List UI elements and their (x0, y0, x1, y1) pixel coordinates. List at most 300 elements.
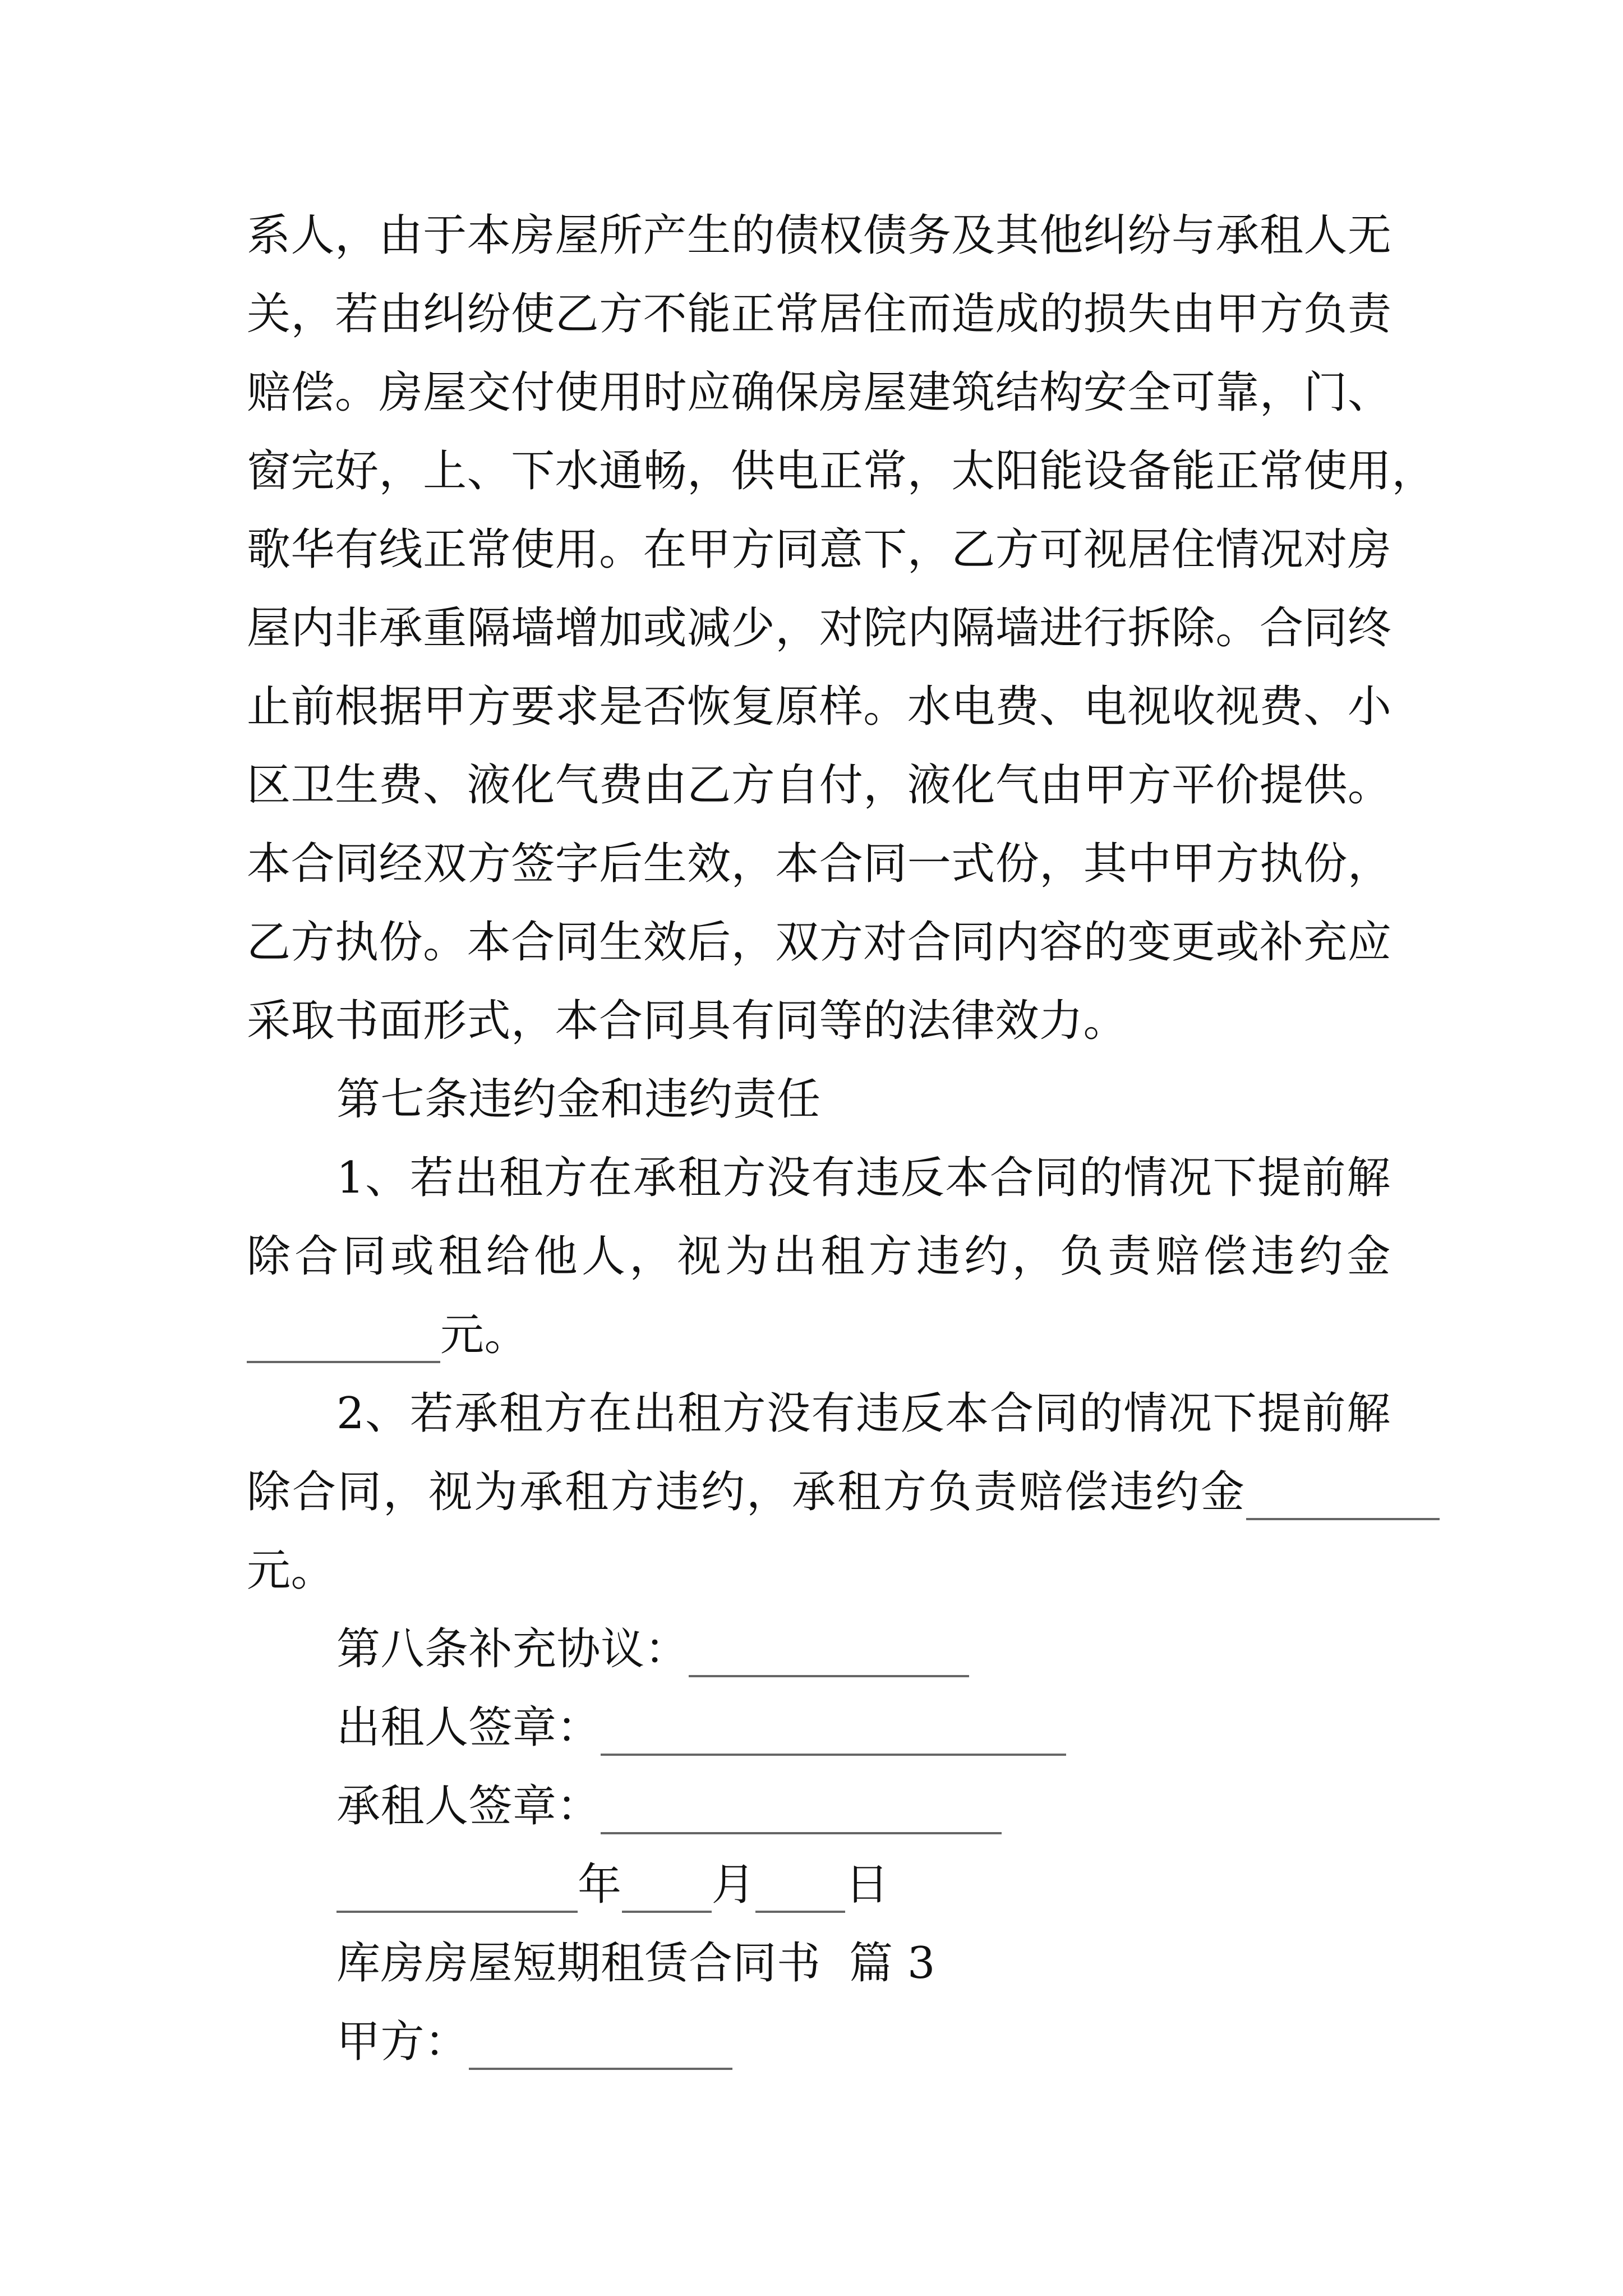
amount-blank[interactable] (1246, 1479, 1440, 1520)
paragraph-line (247, 286, 1391, 342)
glyph: 畅 (643, 446, 688, 496)
glyph: 由 (379, 289, 423, 339)
glyph: 人 (581, 1231, 626, 1282)
glyph: 视 (1215, 682, 1260, 732)
glyph: ， (1391, 446, 1436, 496)
glyph: 屋 (863, 367, 907, 418)
glyph: 使 (511, 289, 555, 339)
glyph: 气 (995, 760, 1040, 811)
glyph: 若 (409, 1153, 454, 1203)
glyph: 、 (365, 1153, 409, 1203)
glyph: 小 (1347, 682, 1392, 732)
glyph: 或 (643, 603, 688, 654)
glyph: 居 (819, 289, 864, 339)
glyph: 及 (951, 210, 995, 261)
glyph: 止 (247, 682, 291, 732)
glyph: 份 (379, 917, 423, 968)
glyph: 据 (379, 682, 423, 732)
glyph: 水 (907, 682, 952, 732)
glyph: 乙 (687, 760, 731, 811)
glyph: 有 (811, 1388, 856, 1439)
glyph: 能 (687, 289, 731, 339)
glyph: 下 (1212, 1153, 1257, 1203)
glyph: 充 (1303, 917, 1348, 968)
item-2-text: 除合同，视为承租方违约，承租方负责赔偿违约金 (247, 1467, 1247, 1517)
glyph: ， (907, 524, 952, 575)
glyph: ， (863, 760, 907, 811)
glyph: 电 (951, 682, 995, 732)
article-8-row (336, 1621, 969, 1677)
glyph: 情 (1123, 1153, 1168, 1203)
glyph: 甲 (1215, 289, 1260, 339)
glyph: 本 (945, 1153, 989, 1203)
glyph: 结 (995, 367, 1040, 418)
glyph: 偿 (1203, 1231, 1248, 1282)
glyph: 正 (819, 446, 864, 496)
glyph: 同 (1303, 603, 1348, 654)
glyph: 字 (555, 839, 600, 889)
glyph: 反 (900, 1153, 945, 1203)
glyph: 的 (1039, 289, 1083, 339)
month-blank[interactable] (622, 1871, 712, 1913)
glyph: 负 (1059, 1231, 1104, 1282)
glyph: 或 (390, 1231, 435, 1282)
glyph: 纠 (1083, 210, 1128, 261)
glyph: 供 (1303, 760, 1348, 811)
glyph: 意 (819, 524, 864, 575)
glyph: 建 (907, 367, 952, 418)
glyph: 居 (1127, 524, 1172, 575)
glyph: 所 (599, 210, 643, 261)
glyph: 的 (1083, 917, 1128, 968)
glyph: 下 (511, 446, 555, 496)
glyph: 偿 (291, 367, 335, 418)
paragraph-line: 采取书面形式，本合同具有同等的法律效力。 (247, 996, 1128, 1046)
glyph: 造 (951, 289, 995, 339)
glyph: 违 (1251, 1231, 1295, 1282)
glyph: 隔 (467, 603, 511, 654)
glyph: 太 (951, 446, 995, 496)
glyph: 费 (995, 682, 1040, 732)
lessee-signature-row (336, 1778, 1002, 1834)
glyph: 全 (1127, 367, 1172, 418)
glyph: 合 (1259, 603, 1304, 654)
article-7-item-1-line-3 (247, 1307, 528, 1363)
glyph: 化 (951, 760, 995, 811)
glyph: 的 (1078, 1153, 1123, 1203)
year-label: 年 (578, 1860, 622, 1910)
glyph: 在 (643, 524, 688, 575)
glyph: 住 (1171, 524, 1216, 575)
glyph: 视 (1083, 524, 1128, 575)
glyph: 提 (1257, 1153, 1302, 1203)
glyph: 合 (907, 917, 952, 968)
glyph: 求 (555, 682, 600, 732)
glyph: 常 (863, 446, 907, 496)
paragraph-line (247, 208, 1391, 264)
glyph: 通 (599, 446, 643, 496)
glyph: 况 (1168, 1388, 1212, 1439)
glyph: 更 (1171, 917, 1216, 968)
glyph: 化 (511, 760, 555, 811)
glyph: ， (731, 839, 776, 889)
glyph: 产 (643, 210, 688, 261)
glyph: 同 (555, 917, 600, 968)
party-a-blank[interactable] (469, 2028, 732, 2070)
glyph: 常 (467, 524, 511, 575)
glyph: 合 (291, 839, 335, 889)
glyph: 好 (335, 446, 379, 496)
glyph: 房 (511, 210, 555, 261)
paragraph-line (247, 365, 1391, 421)
glyph: ， (775, 603, 819, 654)
glyph: 有 (811, 1153, 856, 1203)
glyph: 违 (856, 1153, 900, 1203)
glyph: 同 (951, 917, 995, 968)
glyph: 份 (995, 839, 1040, 889)
glyph: 由 (1171, 289, 1216, 339)
glyph: 容 (1039, 917, 1083, 968)
glyph: 租 (677, 1388, 722, 1439)
glyph: 视 (1127, 682, 1172, 732)
glyph: 于 (423, 210, 467, 261)
glyph: 其 (995, 210, 1040, 261)
lessor-signature-blank[interactable] (601, 1714, 1066, 1756)
glyph: 赔 (1155, 1231, 1200, 1282)
glyph: 对 (1303, 524, 1348, 575)
glyph: 租 (677, 1153, 722, 1203)
glyph: ， (907, 446, 952, 496)
glyph: 常 (1259, 446, 1304, 496)
glyph: ， (1039, 839, 1083, 889)
glyph: 要 (511, 682, 555, 732)
article-8-label: 第八条补充协议： (336, 1624, 689, 1674)
glyph: 视 (677, 1231, 722, 1282)
glyph: 负 (1303, 289, 1348, 339)
glyph: 同 (1034, 1153, 1078, 1203)
glyph: 否 (643, 682, 688, 732)
glyph: 没 (767, 1153, 811, 1203)
glyph: 1 (336, 1153, 365, 1203)
glyph: 纷 (467, 289, 511, 339)
glyph: 内 (907, 603, 952, 654)
article-7-item-2-line-3: 元。 (247, 1545, 335, 1596)
glyph: 水 (555, 446, 600, 496)
glyph: 赔 (247, 367, 291, 418)
glyph: 方 (819, 917, 864, 968)
glyph: 签 (511, 839, 555, 889)
article-7-item-1-line-1 (336, 1150, 1391, 1206)
glyph: 同 (775, 524, 819, 575)
glyph: 的 (731, 210, 776, 261)
glyph: 住 (863, 289, 907, 339)
glyph: 应 (1347, 917, 1392, 968)
glyph: 乙 (247, 917, 291, 968)
glyph: 下 (863, 524, 907, 575)
glyph: 况 (1168, 1153, 1212, 1203)
glyph: 生 (335, 760, 379, 811)
glyph: 合 (511, 917, 555, 968)
glyph: 、 (467, 446, 511, 496)
glyph: 阳 (995, 446, 1040, 496)
glyph: 无 (1347, 210, 1392, 261)
glyph: 卫 (291, 760, 335, 811)
glyph: 终 (1347, 603, 1392, 654)
article-7-title: 第七条违约金和违约责任 (336, 1074, 821, 1125)
glyph: 电 (775, 446, 819, 496)
glyph: 他 (533, 1231, 578, 1282)
glyph: 方 (1215, 839, 1260, 889)
glyph: 能 (1171, 446, 1216, 496)
glyph: 保 (775, 367, 819, 418)
glyph: 式 (951, 839, 995, 889)
glyph: 。 (423, 917, 467, 968)
paragraph-line (247, 757, 1391, 813)
glyph: ， (335, 210, 379, 261)
glyph: 在 (588, 1153, 633, 1203)
glyph: 价 (1215, 760, 1260, 811)
glyph: 经 (379, 839, 423, 889)
glyph: 本 (775, 839, 819, 889)
glyph: 、 (423, 760, 467, 811)
glyph: 纠 (423, 289, 467, 339)
glyph: 恢 (687, 682, 731, 732)
glyph: 行 (1083, 603, 1128, 654)
glyph: 关 (247, 289, 291, 339)
glyph: 情 (1215, 524, 1260, 575)
glyph: 内 (291, 603, 335, 654)
glyph: 失 (1127, 289, 1172, 339)
glyph: 不 (643, 289, 688, 339)
glyph: ， (629, 1231, 674, 1282)
glyph: 为 (725, 1231, 769, 1282)
glyph: 方 (543, 1153, 588, 1203)
glyph: 原 (775, 682, 819, 732)
glyph: 减 (687, 603, 731, 654)
glyph: 人 (1303, 210, 1348, 261)
glyph: 补 (1259, 917, 1304, 968)
glyph: 自 (775, 760, 819, 811)
glyph: 线 (379, 524, 423, 575)
glyph: 、 (1303, 682, 1348, 732)
glyph: 他 (1039, 210, 1083, 261)
glyph: 效 (643, 917, 688, 968)
glyph: 完 (291, 446, 335, 496)
glyph: 靠 (1215, 367, 1260, 418)
glyph: 根 (335, 682, 379, 732)
glyph: 。 (335, 367, 379, 418)
day-blank[interactable] (755, 1871, 845, 1913)
paragraph-line (247, 679, 1391, 735)
glyph: 费 (599, 760, 643, 811)
lessor-signature-row (336, 1700, 1066, 1756)
glyph: 墙 (511, 603, 555, 654)
glyph: 使 (1303, 446, 1348, 496)
glyph: 液 (907, 760, 952, 811)
glyph: 收 (1171, 682, 1216, 732)
glyph: 给 (486, 1231, 530, 1282)
glyph: 用 (555, 524, 600, 575)
glyph: 方 (467, 682, 511, 732)
glyph: 出 (454, 1153, 499, 1203)
article-7-item-1-line-2 (247, 1228, 1391, 1285)
glyph: 成 (995, 289, 1040, 339)
glyph: 债 (863, 210, 907, 261)
glyph: 非 (335, 603, 379, 654)
glyph: 进 (1039, 603, 1083, 654)
glyph: 房 (379, 367, 423, 418)
glyph: 债 (775, 210, 819, 261)
paragraph-line (247, 600, 1391, 656)
glyph: 而 (907, 289, 952, 339)
glyph: 下 (1212, 1388, 1257, 1439)
article-7-item-2-line-2 (247, 1464, 1440, 1520)
glyph: 液 (467, 760, 511, 811)
glyph: 方 (599, 289, 643, 339)
glyph: 情 (1123, 1388, 1168, 1439)
glyph: 前 (1302, 1153, 1347, 1203)
glyph: 院 (863, 603, 907, 654)
glyph: 权 (819, 210, 864, 261)
glyph: 方 (868, 1231, 913, 1282)
glyph: 提 (1257, 1388, 1302, 1439)
glyph: 华 (291, 524, 335, 575)
party-a-label: 甲方： (336, 2017, 469, 2067)
glyph: ， (379, 446, 423, 496)
glyph: 责 (1347, 289, 1392, 339)
glyph: 务 (907, 210, 952, 261)
glyph: 确 (731, 367, 776, 418)
glyph: 金 (1347, 1231, 1391, 1282)
glyph: 用 (599, 367, 643, 418)
glyph: 甲 (687, 524, 731, 575)
glyph: 房 (1347, 524, 1392, 575)
glyph: 屋 (423, 367, 467, 418)
glyph: 租 (499, 1153, 543, 1203)
glyph: 上 (423, 446, 467, 496)
glyph: 况 (1259, 524, 1304, 575)
glyph: 租 (820, 1231, 865, 1282)
supplement-blank[interactable] (689, 1636, 969, 1677)
glyph: 墙 (995, 603, 1040, 654)
glyph: 承 (379, 603, 423, 654)
glyph: 生 (599, 917, 643, 968)
glyph: 甲 (423, 682, 467, 732)
glyph: 反 (900, 1388, 945, 1439)
glyph: 其 (1083, 839, 1128, 889)
glyph: 约 (964, 1231, 1008, 1282)
lessor-signature-label: 出租人签章： (336, 1703, 601, 1753)
glyph: 系 (247, 210, 291, 261)
glyph: ， (291, 289, 335, 339)
glyph: 交 (467, 367, 511, 418)
glyph: 复 (731, 682, 776, 732)
glyph: 方 (291, 917, 335, 968)
glyph: 生 (643, 839, 688, 889)
glyph: 除 (1171, 603, 1216, 654)
glyph: 人 (291, 210, 335, 261)
glyph: 与 (1171, 210, 1216, 261)
glyph: 安 (1083, 367, 1128, 418)
glyph: 除 (247, 1231, 291, 1282)
glyph: 门 (1303, 367, 1348, 418)
glyph: 正 (1215, 446, 1260, 496)
glyph: 气 (555, 760, 600, 811)
glyph: 供 (731, 446, 776, 496)
glyph: 提 (1259, 760, 1304, 811)
glyph: 生 (687, 210, 731, 261)
glyph: 承 (1215, 210, 1260, 261)
glyph: 对 (863, 917, 907, 968)
glyph: 方 (1127, 760, 1172, 811)
glyph: 费 (1259, 682, 1304, 732)
glyph: 正 (423, 524, 467, 575)
glyph: 在 (588, 1388, 633, 1439)
day-label: 日 (845, 1860, 889, 1910)
glyph: 方 (467, 839, 511, 889)
glyph: 同 (335, 839, 379, 889)
glyph: 租 (438, 1231, 482, 1282)
glyph: ， (1259, 367, 1304, 418)
glyph: 执 (1259, 839, 1304, 889)
glyph: 费 (379, 760, 423, 811)
glyph: 没 (767, 1388, 811, 1439)
paragraph-line (247, 443, 1436, 499)
glyph: 甲 (1083, 760, 1128, 811)
glyph: 承 (454, 1388, 499, 1439)
glyph: 本 (467, 210, 511, 261)
glyph: 备 (1127, 446, 1172, 496)
glyph: 方 (722, 1388, 767, 1439)
glyph: 同 (863, 839, 907, 889)
month-label: 月 (711, 1860, 756, 1910)
lessee-signature-blank[interactable] (601, 1793, 1002, 1834)
paragraph-line (247, 914, 1391, 970)
glyph: 由 (1039, 760, 1083, 811)
glyph: 歌 (247, 524, 291, 575)
glyph: 本 (247, 839, 291, 889)
glyph: 方 (722, 1153, 767, 1203)
glyph: 、 (1039, 682, 1083, 732)
glyph: 重 (423, 603, 467, 654)
glyph: 解 (1347, 1388, 1391, 1439)
unit-text: 元。 (440, 1310, 529, 1360)
glyph: 样 (819, 682, 864, 732)
article-7-item-2-line-1 (336, 1386, 1391, 1442)
glyph: 合 (294, 1231, 339, 1282)
glyph: 甲 (1171, 839, 1216, 889)
glyph: 损 (1083, 289, 1128, 339)
amount-blank[interactable] (247, 1322, 440, 1363)
glyph: 中 (1127, 839, 1172, 889)
glyph: 付 (511, 367, 555, 418)
glyph: 出 (633, 1388, 677, 1439)
glyph: 可 (1039, 524, 1083, 575)
glyph: 本 (945, 1388, 989, 1439)
glyph: 、 (1347, 367, 1392, 418)
glyph: 应 (687, 367, 731, 418)
year-blank[interactable] (336, 1871, 578, 1913)
glyph: 乙 (555, 289, 600, 339)
glyph: 前 (291, 682, 335, 732)
glyph: 常 (775, 289, 819, 339)
glyph: 租 (1259, 210, 1304, 261)
glyph: 若 (335, 289, 379, 339)
glyph: 时 (643, 367, 688, 418)
glyph: ， (687, 446, 731, 496)
glyph: 双 (775, 917, 819, 968)
glyph: 由 (643, 760, 688, 811)
